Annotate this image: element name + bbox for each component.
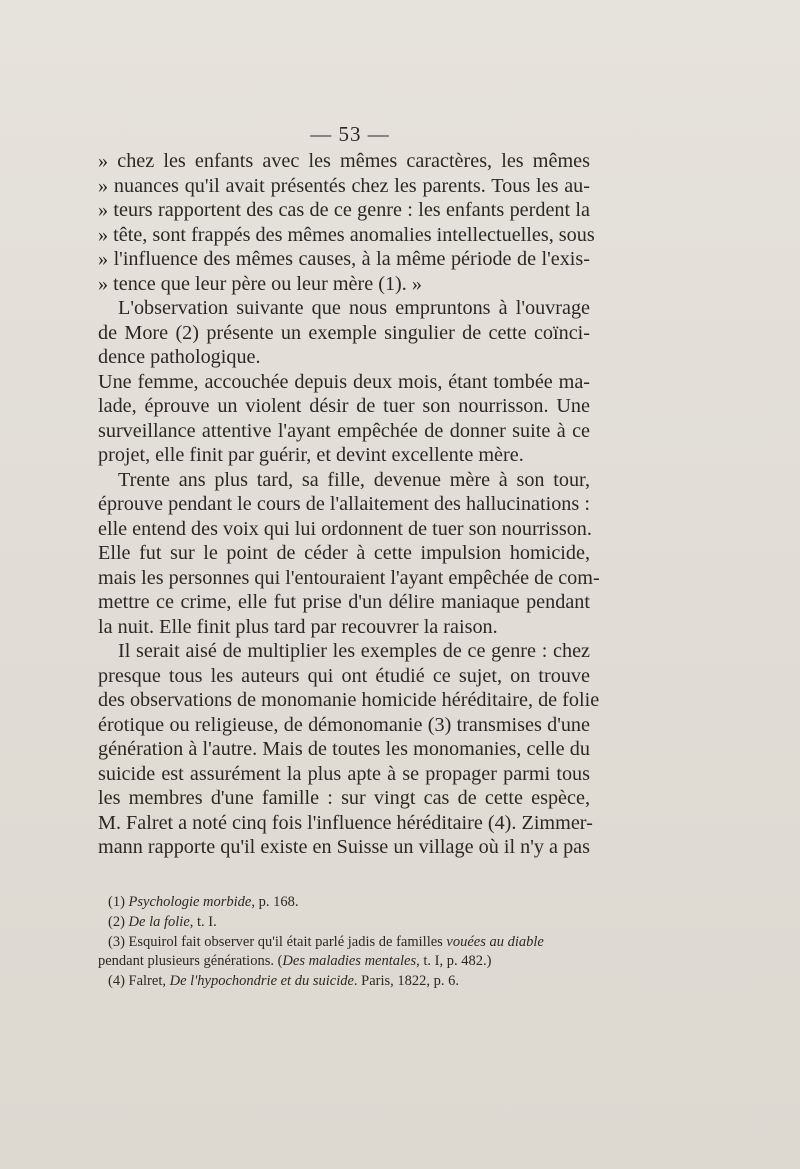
text-line: Il serait aisé de multiplier les exemples de ce genre : chez — [118, 640, 590, 662]
text-line: » tête, sont frappés des mêmes anomalies intellectuelles, sous — [98, 223, 595, 246]
text-line: surveillance attentive l'ayant empêchée de donner suite à ce — [98, 419, 590, 442]
text-line: » nuances qu'il avait présentés chez les parents. Tous les au- — [98, 174, 590, 197]
footnote-1 — [98, 893, 590, 913]
text-line: presque tous les auteurs qui ont étudié ce sujet, on trouve — [98, 664, 590, 687]
text-line: » l'influence des mêmes causes, à la même période de l'exis- — [98, 248, 590, 270]
text-line: suicide est assurément la plus apte à se propager parmi tous — [98, 762, 590, 785]
text-line: les membres d'une famille : sur vingt cas de cette espèce, — [98, 787, 590, 809]
text-line: de More (2) présente un exemple singulier de cette coïnci- — [98, 321, 590, 344]
text-line: » chez les enfants avec les mêmes caractères, les mêmes — [98, 150, 590, 172]
text-line: la nuit. Elle finit plus tard par recouvrer la raison. — [98, 615, 498, 638]
footnote-title: Des maladies mentales — [282, 953, 417, 970]
footnotes — [98, 893, 590, 992]
text-line: dence pathologique. — [98, 346, 261, 368]
footnote-text: , p. 168. — [251, 894, 299, 910]
footnote-text: (4) Falret, — [108, 973, 170, 990]
footnote-4 — [98, 972, 590, 992]
footnote-text: , t. I, p. 482.) — [416, 953, 492, 970]
text-line: Une femme, accouchée depuis deux mois, étant tombée ma- — [98, 370, 590, 393]
text-line: Trente ans plus tard, sa fille, devenue mère à son tour, — [118, 468, 590, 491]
footnote-number: (2) — [108, 913, 125, 930]
page-number: — 53 — — [310, 122, 390, 146]
text-line: mais les personnes qui l'entouraient l'ayant empêchée de com- — [98, 566, 600, 589]
footnote-2 — [98, 913, 590, 933]
text-line: » tence que leur père ou leur mère (1). » — [98, 272, 422, 295]
footnote-title: Psychologie morbide — [128, 894, 252, 910]
text-line: elle entend des voix qui lui ordonnent de tuer son nourrisson. — [98, 517, 592, 540]
footnote-3-continued — [98, 952, 590, 972]
text-line: mann rapporte qu'il existe en Suisse un village où il n'y a pas — [98, 836, 590, 858]
footnote-3 — [98, 933, 590, 953]
text-line: M. Falret a noté cinq fois l'influence héréditaire (4). Zimmer- — [98, 811, 593, 834]
text-line: des observations de monomanie homicide héréditaire, de folie — [98, 689, 600, 711]
footnote-title: De l'hypochondrie et du suicide — [169, 973, 354, 990]
text-line: lade, éprouve un violent désir de tuer son nourrisson. Une — [98, 395, 590, 417]
footnote-title: De la folie — [128, 913, 190, 930]
footnote-number: (1) — [108, 894, 125, 910]
text-line: mettre ce crime, elle fut prise d'un délire maniaque pendant — [98, 591, 590, 613]
text-line: génération à l'autre. Mais de toutes les monomanies, celle du — [98, 738, 590, 760]
footnote-text: , t. I. — [189, 913, 217, 930]
footnote-text: (3) Esquirol fait observer qu'il était parlé jadis de familles — [108, 933, 447, 950]
footnote-italic: vouées au diable — [446, 933, 544, 950]
footnote-text: pendant plusieurs générations. ( — [98, 953, 283, 970]
body-text — [98, 149, 600, 860]
text-line: projet, elle finit par guérir, et devint excellente mère. — [98, 444, 524, 466]
text-line: » teurs rapportent des cas de ce genre : les enfants perdent la — [98, 199, 590, 221]
text-line: Elle fut sur le point de céder à cette impulsion homicide, — [98, 542, 590, 564]
text-line: éprouve pendant le cours de l'allaitement des hallucinations : — [98, 493, 590, 515]
text-line: L'observation suivante que nous empruntons à l'ouvrage — [118, 297, 590, 319]
text-line: érotique ou religieuse, de démonomanie (3) transmises d'une — [98, 713, 590, 736]
footnote-text: . Paris, 1822, p. 6. — [353, 973, 460, 990]
